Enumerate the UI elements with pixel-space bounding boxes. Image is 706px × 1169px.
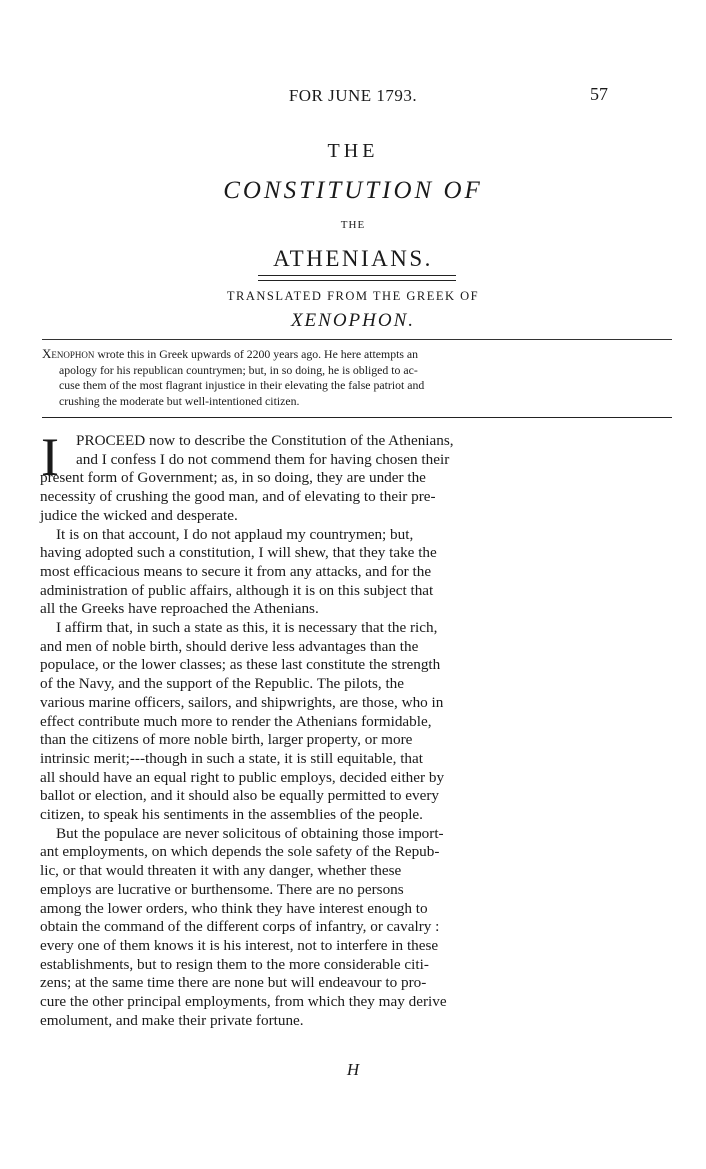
body-line: present form of Government; as, in so doing, they are under the [40,469,426,487]
note-top-rule [42,339,672,340]
body-line: various marine officers, sailors, and shipwrights, are those, who in [40,693,444,711]
body-line: lic, or that would threaten it with any danger, whether these [40,862,402,880]
title-the-small: THE [340,219,366,231]
title-athenians: ATHENIANS. [273,246,433,271]
page-number: 57 [590,84,608,104]
body-line: zens; at the same time there are none but will endeavour to pro- [40,974,427,992]
note-line: crushing the moderate but well-intentioned citizen. [59,393,300,408]
title-the: THE [327,140,379,162]
note-lead-word: Xenophon [42,346,95,361]
body-line: cure the other principal employments, from which they may derive [40,993,447,1011]
body-line: But the populace are never solicitous of obtaining those import- [56,824,444,842]
body-line: than the citizens of more noble birth, larger property, or more [40,731,413,749]
editorial-note [42,346,678,409]
body-line: It is on that account, I do not applaud my countrymen; but, [56,525,414,543]
body-line: effect contribute much more to render the Athenians formidable, [40,712,432,730]
title-double-rule [258,275,456,281]
translated-from-line: TRANSLATED FROM THE GREEK OF [226,289,480,303]
body-line: emolument, and make their private fortune. [40,1011,304,1029]
signature-mark: H [346,1060,360,1079]
body-line: having adopted such a constitution, I will shew, that they take the [40,544,437,562]
body-line: populace, or the lower classes; as these last constitute the strength [40,656,441,674]
body-line: ballot or election, and it should also be equally permitted to every [40,787,439,805]
body-text [40,427,680,1031]
body-line: most efficacious means to secure it from any attacks, and for the [40,562,432,580]
author-name: XENOPHON. [290,310,416,331]
note-bottom-rule [42,417,672,418]
body-line: intrinsic merit;---though in such a state, it is still equitable, that [40,749,423,767]
body-line: PROCEED now to describe the Constitution of the Athenians, [76,432,454,449]
note-line: cuse them of the most flagrant injustice in their elevating the false patriot and [59,378,425,392]
body-line: citizen, to speak his sentiments in the assemblies of the people. [40,806,423,824]
drop-cap: I [41,427,59,487]
body-line: administration of public affairs, although it is on this subject that [40,581,434,599]
body-line: establishments, but to resign them to the more considerable citi- [40,955,429,973]
note-line: apology for his republican countrymen; but, in so doing, he is obliged to ac- [59,362,418,377]
body-line: among the lower orders, who think they have interest enough to [40,899,428,917]
title-constitution-of: CONSTITUTION OF [223,177,483,204]
body-line: of the Navy, and the support of the Republic. The pilots, the [40,675,405,693]
body-line: every one of them knows it is his interest, not to interfere in these [40,936,439,954]
body-line: and men of noble birth, should derive less advantages than the [40,637,419,655]
body-line: employs are lucrative or burthensome. There are no persons [40,880,404,898]
body-line: judice the wicked and desperate. [40,506,238,524]
body-line: obtain the command of the different corps of infantry, or cavalry : [40,918,440,936]
body-line: all should have an equal right to public employs, decided either by [40,768,445,786]
body-line: necessity of crushing the good man, and of elevating to their pre- [40,488,436,506]
body-line: I affirm that, in such a state as this, it is necessary that the rich, [56,619,438,637]
body-line: and I confess I do not commend them for having chosen their [76,450,450,468]
running-head: FOR JUNE 1793. [288,86,418,105]
body-line: ant employments, on which depends the sole safety of the Repub- [40,843,440,861]
body-line: all the Greeks have reproached the Athenians. [40,600,319,618]
note-line: Xenophon wrote this in Greek upwards of 2200 years ago. He here attempts an [42,346,419,361]
